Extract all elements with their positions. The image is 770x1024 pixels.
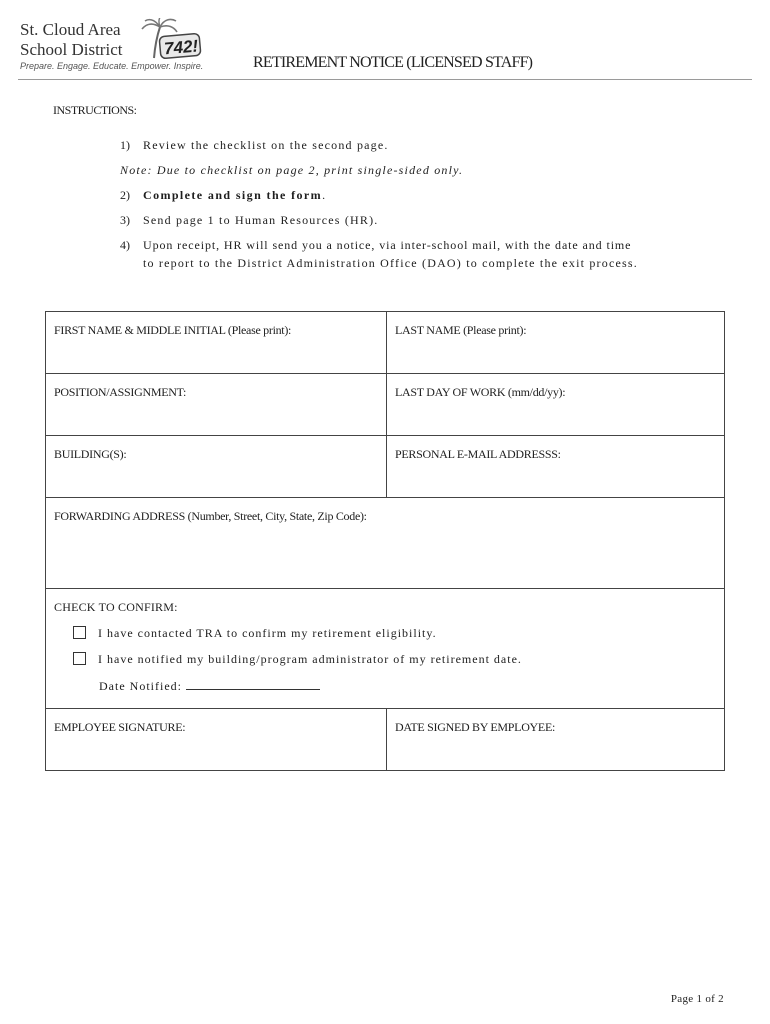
instructions-heading: INSTRUCTIONS: [53, 103, 137, 117]
logo-tagline: Prepare. Engage. Educate. Empower. Inspire. [20, 61, 204, 71]
last-name-label: LAST NAME (Please print): [395, 323, 527, 337]
header-divider [18, 79, 752, 80]
retirement-form [45, 311, 725, 771]
employee-signature-label: EMPLOYEE SIGNATURE: [54, 720, 186, 734]
logo-text-line1: St. Cloud Area [20, 20, 121, 39]
form-row-building [46, 436, 724, 498]
first-name-label: FIRST NAME & MIDDLE INITIAL (Please print): [54, 323, 292, 337]
tra-eligibility-checkbox[interactable] [73, 626, 86, 639]
date-signed-field[interactable] [387, 709, 724, 770]
logo-text-line2: School District [20, 40, 123, 59]
forwarding-address-field[interactable] [46, 498, 724, 588]
form-row-position [46, 374, 724, 436]
date-signed-label: DATE SIGNED BY EMPLOYEE: [395, 720, 556, 734]
page-number: Page 1 of 2 [670, 993, 724, 1005]
position-field[interactable] [46, 374, 387, 435]
first-name-field[interactable] [46, 312, 387, 373]
instruction-step-1: 1) Review the checklist on the second page. [120, 138, 389, 152]
instruction-step-2: 2) Complete and sign the form. [120, 188, 327, 202]
form-row-confirm [46, 589, 724, 709]
palm-tree-742-icon [140, 18, 202, 62]
instruction-step-4-continued: to report to the District Administration Office (DAO) to complete the exit process. [143, 256, 638, 270]
admin-notified-check[interactable] [73, 652, 522, 667]
email-label: PERSONAL E-MAIL ADDRESSS: [395, 447, 561, 461]
confirm-section [46, 589, 724, 708]
date-notified-field[interactable] [99, 679, 320, 694]
building-field[interactable] [46, 436, 387, 497]
admin-notified-text: I have notified my building/program administrator of my retirement date. [98, 652, 522, 666]
last-name-field[interactable] [387, 312, 724, 373]
confirm-heading: CHECK TO CONFIRM: [54, 600, 178, 614]
forwarding-address-label: FORWARDING ADDRESS (Number, Street, City, State, Zip Code): [54, 509, 367, 523]
last-day-field[interactable] [387, 374, 724, 435]
last-day-label: LAST DAY OF WORK (mm/dd/yy): [395, 385, 566, 399]
instruction-step-4: 4) Upon receipt, HR will send you a notice, via inter-school mail, with the date and time [120, 238, 632, 252]
employee-signature-field[interactable] [46, 709, 387, 770]
building-label: BUILDING(S): [54, 447, 127, 461]
tra-eligibility-text: I have contacted TRA to confirm my retirement eligibility. [98, 626, 437, 640]
document-title: RETIREMENT NOTICE (LICENSED STAFF) [253, 54, 533, 71]
svg-text:742!: 742! [163, 36, 199, 59]
instruction-step-3: 3) Send page 1 to Human Resources (HR). [120, 213, 379, 227]
email-field[interactable] [387, 436, 724, 497]
admin-notified-checkbox[interactable] [73, 652, 86, 665]
form-row-names [46, 312, 724, 374]
district-logo [18, 18, 218, 74]
tra-eligibility-check[interactable] [73, 626, 437, 641]
date-notified-line[interactable] [186, 680, 320, 690]
date-notified-label: Date Notified: [99, 679, 182, 693]
instruction-note: Note: Due to checklist on page 2, print single-sided only. [120, 163, 464, 177]
position-label: POSITION/ASSIGNMENT: [54, 385, 187, 399]
form-row-signature [46, 709, 724, 770]
form-row-forwarding [46, 498, 724, 589]
